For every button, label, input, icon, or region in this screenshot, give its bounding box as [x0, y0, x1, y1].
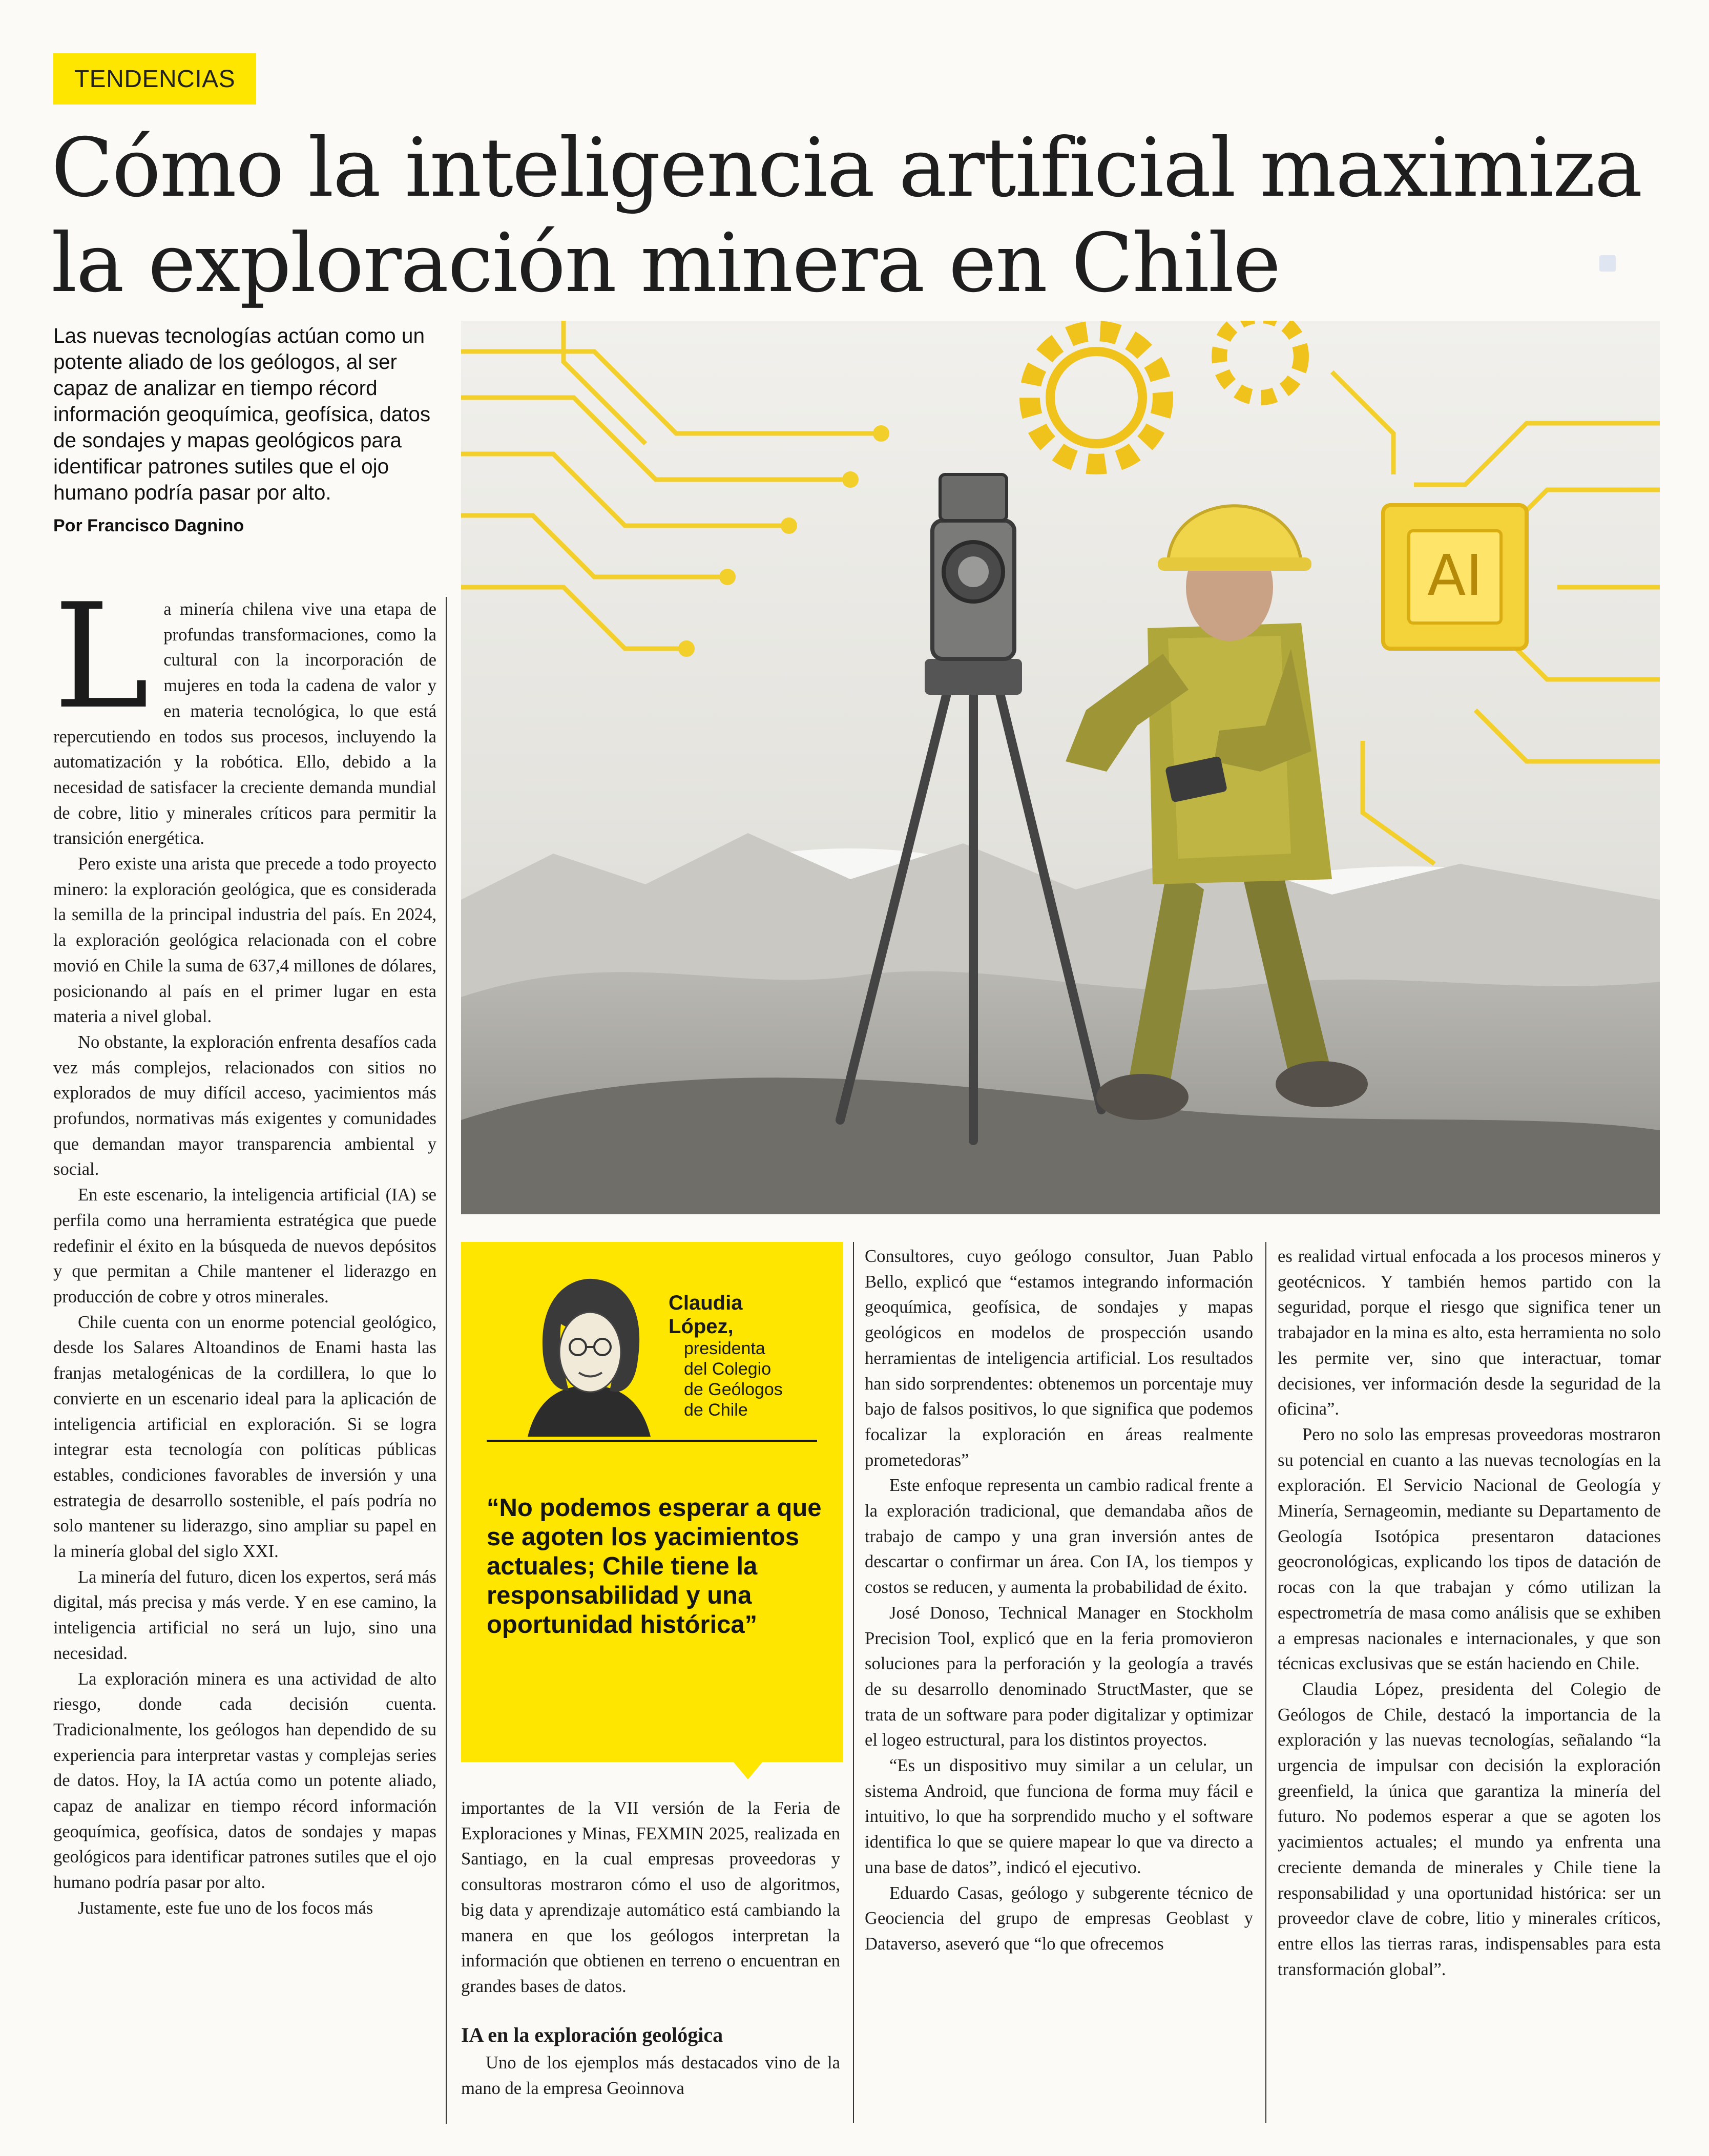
- quote-role-line: de Geólogos: [684, 1380, 783, 1399]
- quote-role-line: de Chile: [684, 1400, 748, 1420]
- subheading: IA en la exploración geológica: [461, 2023, 723, 2046]
- paragraph: Pero no solo las empresas proveedoras mostraron su potencial en cuanto a las nuevas tecnologías en la exploración. El Servicio Nacional de Geología y Minería, Sernageomin, mediante su Departamento de Geología Isotópica presentaron dataciones geocronológicas, explicando los tipos de datación de rocas con la que trabajan y cómo utilizan la espectrometría de masa como análisis que se exhiben a empresas nacionales e internacionales, y que son técnicas exclusivas que se están haciendo en Chile.: [1278, 1424, 1661, 1674]
- paragraph: importantes de la VII versión de la Feria de Exploraciones y Minas, FEXMIN 2025, realizada en Santiago, en la cual empresas proveedoras y consultoras mostraron cómo el uso de algoritmos, big data y aprendizaje automático está cambiando la manera en que los geólogos interpretan la información que obtienen en terreno o encuentran en grandes bases de datos.: [461, 1798, 840, 1996]
- article-column-2: [461, 1796, 840, 2102]
- paragraph: Pero existe una arista que precede a todo proyecto minero: la exploración geológica, que es considerada la semilla de la principal industria del país. En 2024, la exploración geológica relacionada con el cobre movió en Chile la suma de 637,4 millones de dólares, posicionando al país en el primer lugar en esta materia a nivel global.: [53, 854, 436, 1027]
- paragraph: En este escenario, la inteligencia artificial (IA) se perfila como una herramienta estratégica que puede redefinir el éxito en la búsqueda de nuevos depósitos y que permitan a Chile mantener el liderazgo en producción de cobre y otros minerales.: [53, 1185, 436, 1307]
- paragraph: Este enfoque representa un cambio radical frente a la exploración tradicional, que demandaba años de trabajo de campo y una gran inversión antes de descartar o confirmar un área. Con IA, los tiempos y costos se reducen, y aumenta la probabilidad de éxito.: [865, 1476, 1253, 1598]
- article-column-3: [865, 1244, 1253, 1957]
- svg-text:AI: AI: [1427, 543, 1483, 608]
- column-divider: [1265, 1242, 1266, 2123]
- quote-role-line: presidenta: [684, 1339, 765, 1358]
- paragraph: Consultores, cuyo geólogo consultor, Juan Pablo Bello, explicó que “estamos integrando información geoquímica, geofísica, de sondajes y mapas geológicos en modelos de prospección usando herramientas de inteligencia artificial. Los resultados han sido sorprendentes: obtenemos un porcentaje muy bajo de falsos positivos, lo que significa que podemos focalizar la exploración en áreas realmente prometedoras”: [865, 1247, 1253, 1470]
- paragraph: a minería chilena vive una etapa de profundas transformaciones, como la cultural con la incorporación de mujeres en toda la cadena de valor y en materia tecnológica, lo que está repercutiendo en todos sus procesos, incluyendo la automatización y la robótica. Ello, debido a la necesidad de satisfacer la creciente demanda mundial de cobre, litio y minerales críticos para permitir la transición energética.: [53, 599, 436, 848]
- byline: Por Francisco Dagnino: [53, 516, 244, 535]
- portrait-sketch: [507, 1268, 671, 1437]
- paragraph: La minería del futuro, dicen los expertos, será más digital, más precisa y más verde. Y en ese camino, la inteligencia artificial no será un lujo, sino una necesidad.: [53, 1567, 436, 1663]
- paragraph: Chile cuenta con un enorme potencial geológico, desde los Salares Altoandinos de Enami hasta las franjas metalogénicas de la cordillera, lo que lo convierte en un escenario ideal para la aplicación de inteligencia artificial en exploración. Si se logra integrar esta tecnología con políticas públicas estables, condiciones favorables de inversión y una estrategia de desarrollo sostenible, el país podría no solo mantener su liderazgo, sino ampliar su papel en la minería global del siglo XXI.: [53, 1312, 436, 1562]
- section-tag: TENDENCIAS: [53, 53, 256, 105]
- drop-cap: L: [53, 572, 150, 741]
- hero-illustration: [461, 321, 1660, 1214]
- paragraph: “Es un dispositivo muy similar a un celular, un sistema Android, que funciona de forma muy fácil e intuitivo, lo que ha sorprendido mucho y el software identifica lo que se quiere mapear lo que va directo a una base de datos”, indicó el ejecutivo.: [865, 1756, 1253, 1877]
- paragraph: La exploración minera es una actividad de alto riesgo, donde cada decisión cuenta. Tradicionalmente, los geólogos han dependido de su experiencia para interpretar vastas y complejas series de datos. Hoy, la IA actúa como un potente aliado, capaz de analizar en tiempo récord información geoquímica, geofísica, datos de sondajes y mapas geológicos para identificar patrones sutiles que el ojo humano podría pasar por alto.: [53, 1669, 436, 1893]
- quote-divider: [487, 1440, 817, 1442]
- paragraph: Claudia López, presidenta del Colegio de Geólogos de Chile, destacó la importancia de la exploración y las nuevas tecnologías, señalando “la urgencia de impulsar con decisión la exploración greenfield, la única que garantiza la minería del futuro. No podemos esperar a que se agoten los yacimientos actuales; el mundo ya enfrenta una creciente demanda de minerales y Chile tiene la responsabilidad y una oportunidad histórica: ser un proveedor clave de cobre, litio y minerales críticos, entre ellos las tierras raras, indispensables para esta transformación global”.: [1278, 1679, 1661, 1979]
- article-deck: Las nuevas tecnologías actúan como un potente aliado de los geólogos, al ser capaz de analizar en tiempo récord información geoquímica, geofísica, datos de sondajes y mapas geológicos para identificar patrones sutiles que el ojo humano podría pasar por alto.: [53, 324, 431, 504]
- paragraph: No obstante, la exploración enfrenta desafíos cada vez más complejos, relacionados con sitios no explorados de muy difícil acceso, yacimientos más profundos, normativas más exigentes y comunidades que demandan mayor transparencia ambiental y social.: [53, 1032, 436, 1179]
- quote-name-first: Claudia: [669, 1292, 743, 1314]
- column-divider: [853, 1242, 854, 2123]
- paragraph: Justamente, este fue uno de los focos más: [78, 1898, 373, 1918]
- article-column-4: [1278, 1244, 1661, 1982]
- paragraph: José Donoso, Technical Manager en Stockholm Precision Tool, explicó que en la feria promovieron soluciones para la perforación y la geología a través de su desarrollo denominado StructMaster, que se trata de un software para poder digitalizar y optimizar el logeo estructural, para los distintos proyectos.: [865, 1603, 1253, 1750]
- paragraph: Uno de los ejemplos más destacados vino de la mano de la empresa Geoinnova: [461, 2053, 840, 2099]
- article-column-1: [53, 572, 436, 1921]
- quote-pointer-icon: [733, 1761, 763, 1781]
- column-divider: [446, 597, 447, 2124]
- paragraph: Eduardo Casas, geólogo y subgerente técnico de Geociencia del grupo de empresas Geoblast y Dataverso, aseveró que “lo que ofrecemos: [865, 1883, 1253, 1954]
- theodolite-icon: [925, 474, 1022, 695]
- quote-name-last: López,: [669, 1315, 734, 1338]
- pull-quote-text: “No podemos esperar a que se agoten los yacimientos actuales; Chile tiene la responsabilidad y una oportunidad histórica”: [487, 1494, 822, 1639]
- decorative-square-icon: [1599, 255, 1616, 272]
- quote-role-line: del Colegio: [684, 1359, 772, 1379]
- ai-chip-icon: [1383, 505, 1527, 649]
- headline: Cómo la inteligencia artificial maximiza la exploración minera en Chile: [51, 121, 1642, 310]
- paragraph: es realidad virtual enfocada a los procesos mineros y geotécnicos. Y también hemos partido con la seguridad, porque el riesgo que significa tener un trabajador en la mina es alto, esta herramienta no solo les permite ver, sino que interactuar, tomar decisiones, ver información desde la seguridad de la oficina”.: [1278, 1247, 1661, 1419]
